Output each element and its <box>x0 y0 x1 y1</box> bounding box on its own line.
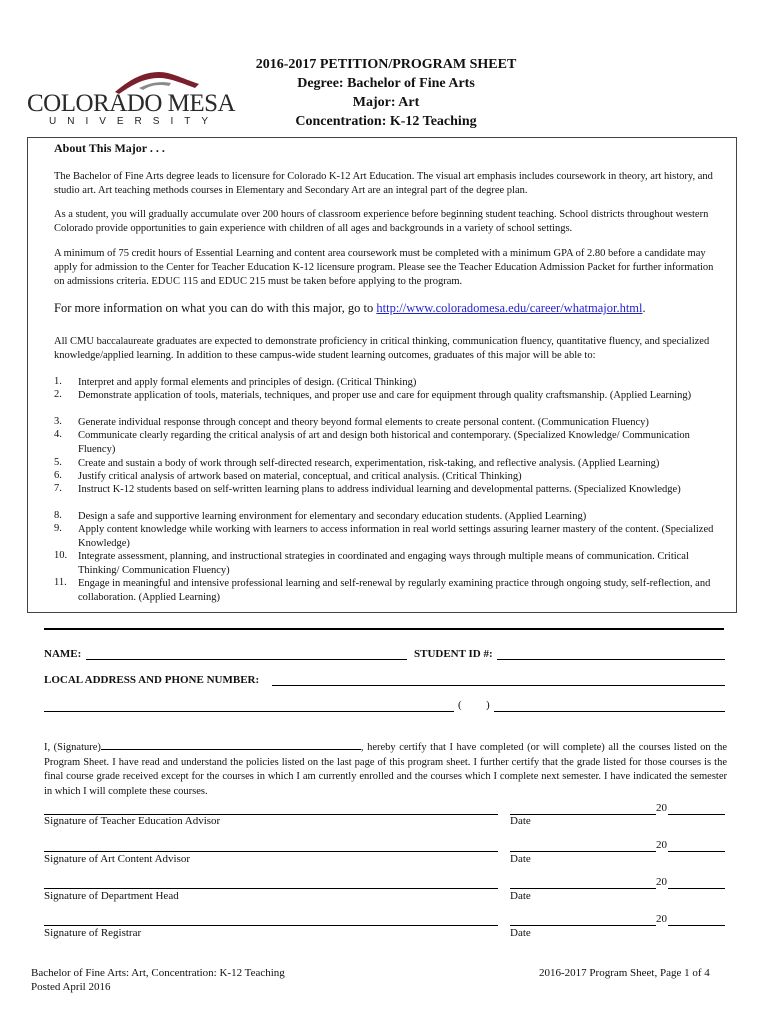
cert-text: , hereby certify that I have completed (or will complete) all the courses listed on the Program Sheet. I have read and understand the policies listed on the last page of this program sheet. I further certify that the grade listed for those courses is the final course grade received except for the courses in which I am currently enrolled and the courses which I complete next semester. I have indicated the semester in which I will complete these courses. <box>44 742 727 797</box>
title-concentration: Concentration: K-12 Teaching <box>295 114 477 129</box>
outcome-text: Create and sustain a body of work through self-directed research, experimentation, risk-taking, and reflective analysis. (Applied Learning) <box>78 458 660 469</box>
more-info-text: For more information on what you can do with this major, go to <box>54 301 377 315</box>
about-paragraph-1: The Bachelor of Fine Arts degree leads to licensure for Colorado K-12 Art Education. The visual art emphasis includes coursework in theory, art history, and studio art. Art teaching methods courses in Elementary and Secondary Art are an integral part of the degree plan. <box>54 171 713 196</box>
outcome-text: Apply content knowledge while working with learners to access information in real world settings assuring learner mastery of the content. (Specialized Knowledge) <box>78 524 714 549</box>
section-divider <box>44 628 724 630</box>
year-field[interactable] <box>668 925 725 926</box>
more-info-line <box>54 301 726 315</box>
logo-wordmark: COLORADO MESA <box>27 90 236 117</box>
department-head-signature-line[interactable] <box>44 888 498 889</box>
address-field-line-2[interactable] <box>44 711 454 712</box>
outcome-text: Integrate assessment, planning, and instructional strategies in coordinated and engaging ways through multiple means of communication. Critical Thinking/ Communication Fluency) <box>78 551 689 576</box>
phone-paren-close: ) <box>486 699 490 711</box>
about-paragraph-2: As a student, you will gradually accumulate over 200 hours of classroom experience before beginning student teaching. School districts throughout western Colorado provide opportunities to gain experience with children of all ages and backgrounds in a variety of school settings. <box>54 209 709 234</box>
career-link[interactable]: http://www.coloradomesa.edu/career/whatmajor.html <box>376 301 643 315</box>
student-id-field[interactable] <box>497 659 725 660</box>
date-field[interactable] <box>510 814 656 815</box>
address-field[interactable] <box>272 685 725 686</box>
outcome-text: Engage in meaningful and intensive professional learning and self-renewal by regularly examining practice through ongoing study, self-reflection, and collaboration. (Applied Learning) <box>78 578 711 603</box>
teacher-advisor-signature-label: Signature of Teacher Education Advisor <box>44 815 221 827</box>
student-id-label: STUDENT ID #: <box>414 648 493 660</box>
outcome-text: Generate individual response through concept and theory beyond formal elements to create personal content. (Communication Fluency) <box>78 417 649 428</box>
outcome-number: 3. <box>54 416 62 427</box>
certification-statement <box>44 739 727 799</box>
outcome-number: 6. <box>54 470 62 481</box>
outcome-number: 9. <box>54 523 62 534</box>
date-label: Date <box>510 890 531 902</box>
art-advisor-signature-label: Signature of Art Content Advisor <box>44 853 191 865</box>
footer-posted: Posted April 2016 <box>31 981 111 993</box>
phone-paren-open: ( <box>458 699 462 711</box>
date-label: Date <box>510 853 531 865</box>
date-label: Date <box>510 815 531 827</box>
outcome-text: Instruct K-12 students based on self-written learning plans to address individual learning and developmental patterns. (Specialized Knowledge) <box>78 484 681 495</box>
name-label: NAME: <box>44 648 82 660</box>
logo-university: UNIVERSITY <box>49 116 220 127</box>
outcome-number: 7. <box>54 483 62 494</box>
about-heading: About This Major . . . <box>54 141 165 155</box>
name-field[interactable] <box>86 659 407 660</box>
registrar-signature-line[interactable] <box>44 925 498 926</box>
year-prefix: 20 <box>656 839 667 851</box>
date-field[interactable] <box>510 851 656 852</box>
year-prefix: 20 <box>656 913 667 925</box>
date-field[interactable] <box>510 888 656 889</box>
footer-left <box>31 966 285 994</box>
footer-page-number: 2016-2017 Program Sheet, Page 1 of 4 <box>539 967 710 979</box>
about-paragraph-5: All CMU baccalaureate graduates are expected to demonstrate proficiency in critical thinking, communication fluency, quantitative fluency, and specialized knowledge/applied learning. In addition to these campus-wide student learning outcomes, graduates of this major will be able to: <box>54 336 710 361</box>
title-line-1: 2016-2017 PETITION/PROGRAM SHEET <box>255 57 517 72</box>
footer-program: Bachelor of Fine Arts: Art, Concentration: K-12 Teaching <box>31 967 285 979</box>
title-major: Major: Art <box>352 95 420 110</box>
date-label: Date <box>510 927 531 939</box>
about-paragraph-3: A minimum of 75 credit hours of Essential Learning and content area coursework must be completed with a minimum GPA of 2.80 before a candidate may apply for admission to the Center for Teacher Education K-12 licensure program. Please see the Teacher Education Admission Packet for further information on admissions criteria. EDUC 115 and EDUC 215 must be taken before applying to the program. <box>54 248 714 287</box>
outcome-number: 5. <box>54 457 62 468</box>
year-field[interactable] <box>668 814 725 815</box>
date-field[interactable] <box>510 925 656 926</box>
outcome-number: 2. <box>54 389 62 400</box>
year-field[interactable] <box>668 851 725 852</box>
cert-prefix: I, (Signature) <box>44 742 101 753</box>
department-head-signature-label: Signature of Department Head <box>44 890 179 902</box>
outcome-number: 8. <box>54 510 62 521</box>
phone-field[interactable] <box>494 711 725 712</box>
outcome-number: 1. <box>54 376 62 387</box>
outcome-text: Justify critical analysis of artwork based on material, conceptual, and critical analysis. (Critical Thinking) <box>78 471 522 482</box>
outcome-text: Interpret and apply formal elements and principles of design. (Critical Thinking) <box>78 377 417 388</box>
document-title <box>236 55 536 131</box>
title-degree: Degree: Bachelor of Fine Arts <box>297 76 475 91</box>
outcome-number: 11. <box>54 577 67 588</box>
year-prefix: 20 <box>656 802 667 814</box>
more-info-period: . <box>642 301 646 315</box>
signature-inline-field[interactable] <box>101 739 361 750</box>
outcome-text: Demonstrate application of tools, materials, techniques, and proper use and care for equipment through quality craftsmanship. (Applied Learning) <box>78 390 692 401</box>
outcome-number: 4. <box>54 429 62 440</box>
year-prefix: 20 <box>656 876 667 888</box>
address-label: LOCAL ADDRESS AND PHONE NUMBER: <box>44 674 260 686</box>
art-advisor-signature-line[interactable] <box>44 851 498 852</box>
outcome-text: Communicate clearly regarding the critical analysis of art and design both historical and contemporary. (Specialized Knowledge/ Communication Fluency) <box>78 430 690 455</box>
year-field[interactable] <box>668 888 725 889</box>
registrar-signature-label: Signature of Registrar <box>44 927 142 939</box>
university-logo <box>27 66 237 128</box>
outcome-text: Design a safe and supportive learning environment for elementary and secondary education students. (Applied Learning) <box>78 511 587 522</box>
outcome-number: 10. <box>54 550 68 561</box>
